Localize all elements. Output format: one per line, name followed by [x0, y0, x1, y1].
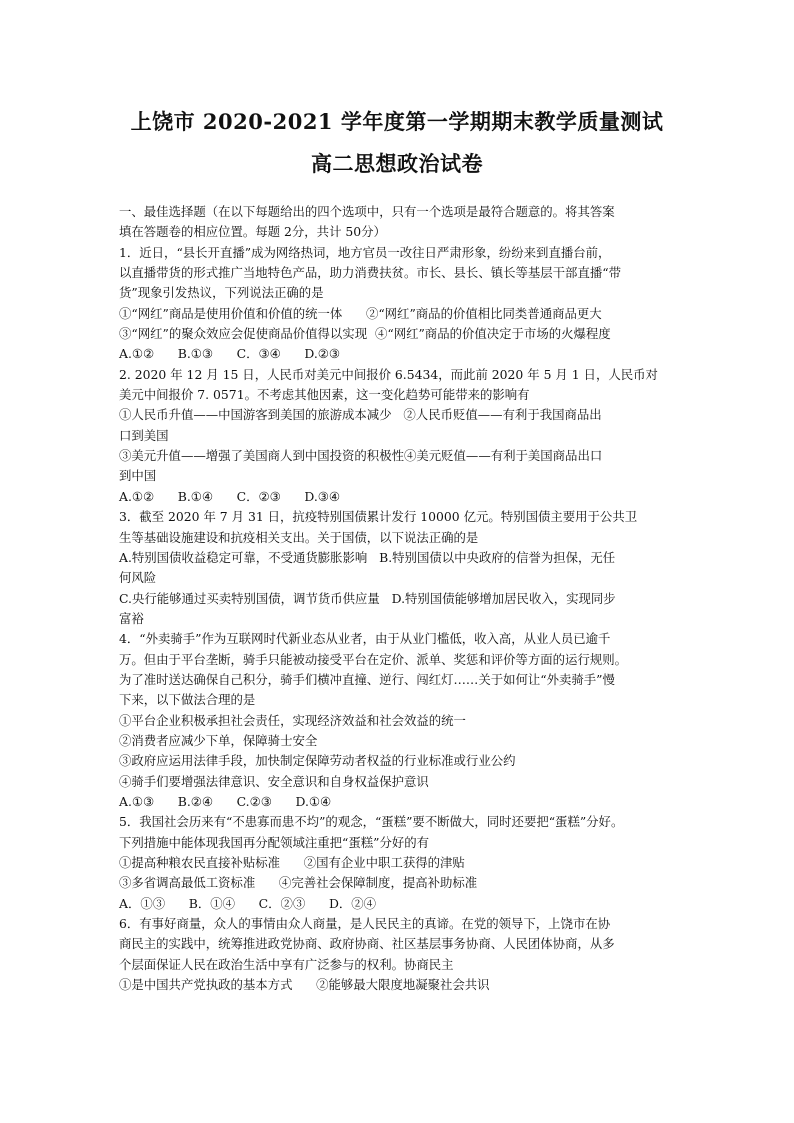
text-line: A．①③ B．①④ C．②③ D．②④	[119, 895, 377, 911]
text-line: 万。但由于平台垄断，骑手只能被动接受平台在定价、派单、奖惩和评价等方面的运行规则。	[119, 651, 628, 667]
text-line: C.央行能够通过买卖特别国债，调节货币供应量 D.特别国债能够增加居民收入，实现同步	[119, 590, 616, 606]
question-body	[119, 202, 675, 995]
text-line: 5．我国社会历来有“不患寡而患不均”的观念，“蛋糕”要不断做大，同时还要把“蛋糕”分好。	[119, 814, 624, 830]
text-line: A.①② B.①④ C．②③ D.③④	[119, 488, 340, 504]
text-line: A.特别国债收益稳定可靠，不受通货膨胀影响 B.特别国债以中央政府的信誉为担保，无任	[119, 549, 616, 565]
text-line: A.①② B.①③ C．③④ D.②③	[119, 346, 340, 362]
text-line: 为了准时送达确保自己积分，骑手们横冲直撞、逆行、闯红灯……关于如何让“外卖骑手”慢	[119, 671, 615, 687]
text-line: 生等基础设施建设和抗疫相关支出。关于国债，以下说法正确的是	[119, 529, 479, 545]
text-line: 3．截至 2020 年 7 月 31 日，抗疫特别国债累计发行 10000 亿元。特别国债主要用于公共卫	[119, 509, 638, 525]
text-line: 以直播带货的形式推广当地特色产品，助力消费扶贫。市长、县长、镇长等基层干部直播“带	[119, 265, 621, 281]
text-line: 富裕	[119, 610, 144, 626]
text-line: 到中国	[119, 468, 157, 484]
text-line: 1．近日，“县长开直播”成为网络热词，地方官员一改往日严肃形象，纷纷来到直播台前，	[119, 244, 611, 260]
text-line: ①“网红”商品是使用价值和价值的统一体 ②“网红”商品的价值相比同类普通商品更大	[119, 305, 602, 321]
text-line: 一、最佳选择题（在以下每题给出的四个选项中，只有一个选项是最符合题意的。将其答案	[119, 204, 615, 219]
text-line: 6．有事好商量，众人的事情由众人商量，是人民民主的真谛。在党的领导下，上饶市在协	[119, 916, 611, 932]
text-line: ④骑手们要增强法律意识、安全意识和自身权益保护意识	[119, 773, 429, 789]
text-line: A.①③ B.②④ C.②③ D.①④	[119, 793, 332, 809]
text-line: ①平台企业积极承担社会责任，实现经济效益和社会效益的统一	[119, 712, 466, 728]
text-line: 下来，以下做法合理的是	[119, 692, 256, 708]
text-line: 口到美国	[119, 427, 169, 443]
text-line: 填在答题卷的相应位置。每题 2分，共计 50分）	[119, 224, 386, 240]
text-line: 个层面保证人民在政治生活中享有广泛参与的权利。协商民主	[119, 956, 454, 972]
exam-title: 上饶市 2020-2021 学年度第一学期期末教学质量测试	[130, 109, 664, 134]
text-line: 商民主的实践中，统筹推进政党协商、政府协商、社区基层事务协商、人民团体协商，从多	[119, 936, 615, 952]
text-line: 何风险	[119, 570, 157, 586]
text-line: ③“网红”的聚众效应会促使商品价值得以实现 ④“网红”商品的价值决定于市场的火爆程度	[119, 326, 611, 342]
exam-subtitle: 高二思想政治试卷	[311, 151, 483, 176]
text-line: 2. 2020 年 12 月 15 日，人民币对美元中间报价 6.5434，而此前 2020 年 5 月 1 日，人民币对	[119, 366, 658, 382]
text-line: 下列措施中能体现我国再分配领域注重把“蛋糕”分好的有	[119, 834, 430, 850]
text-line: 货”现象引发热议，下列说法正确的是	[119, 285, 324, 301]
text-line: 4．“外卖骑手”作为互联网时代新业态从业者，由于从业门槛低，收入高，从业人员已逾千	[119, 631, 611, 647]
text-line: ③政府应运用法律手段，加快制定保障劳动者权益的行业标准或行业公约	[119, 753, 516, 769]
text-line: ③多省调高最低工资标准 ④完善社会保障制度，提高补助标准	[119, 875, 478, 891]
text-line: ①是中国共产党执政的基本方式 ②能够最大限度地凝聚社会共识	[119, 977, 490, 993]
text-line: ②消费者应减少下单，保障骑士安全	[119, 732, 318, 748]
text-line: ①人民币升值——中国游客到美国的旅游成本减少 ②人民币贬值——有利于我国商品出	[119, 407, 602, 423]
text-line: ①提高种粮农民直接补贴标准 ②国有企业中职工获得的津贴	[119, 855, 465, 870]
text-line: 美元中间报价 7. 0571。不考虑其他因素，这一变化趋势可能带来的影响有	[119, 387, 530, 403]
text-line: ③美元升值——增强了美国商人到中国投资的积极性④美元贬值——有利于美国商品出口	[119, 448, 603, 464]
